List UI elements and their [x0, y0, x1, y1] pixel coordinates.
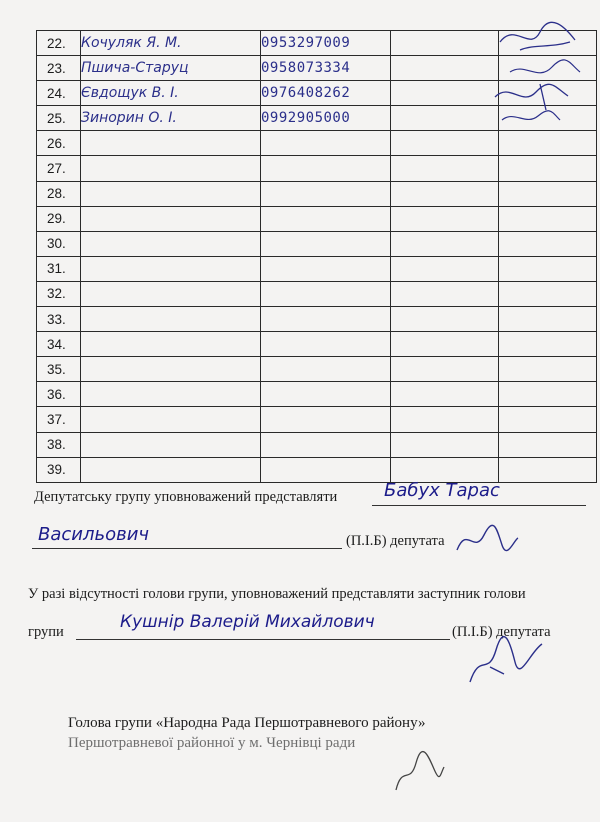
row-signature-cell [499, 131, 597, 156]
table-row [37, 357, 597, 382]
row-empty-cell [391, 156, 499, 181]
row-number: 31. [37, 256, 81, 281]
row-number: 27. [37, 156, 81, 181]
rep-name-line-2: Васильович [38, 524, 150, 545]
row-number: 32. [37, 281, 81, 306]
table-row [37, 407, 597, 432]
row-number: 24. [37, 81, 81, 106]
deputy-group-label: групи [28, 624, 64, 640]
row-number: 23. [37, 56, 81, 81]
row-phone [261, 281, 391, 306]
table-row [37, 131, 597, 156]
row-signature-cell [499, 206, 597, 231]
row-empty-cell [391, 206, 499, 231]
deputy-signature [460, 622, 550, 692]
row-empty-cell [391, 432, 499, 457]
row-name [81, 357, 261, 382]
table-row [37, 307, 597, 332]
row-number: 30. [37, 231, 81, 256]
row-number: 34. [37, 332, 81, 357]
row-phone [261, 256, 391, 281]
row-phone [261, 156, 391, 181]
row-signature-cell [499, 457, 597, 482]
row-phone: 0958073334 [261, 56, 391, 81]
row-number: 39. [37, 457, 81, 482]
row-signature-cell [499, 281, 597, 306]
footer-signature [388, 745, 448, 795]
row-empty-cell [391, 131, 499, 156]
row-name [81, 181, 261, 206]
row-name [81, 281, 261, 306]
row-phone [261, 432, 391, 457]
row-name [81, 131, 261, 156]
row-name [81, 156, 261, 181]
row-phone [261, 307, 391, 332]
row-phone [261, 407, 391, 432]
row-empty-cell [391, 457, 499, 482]
row-signature-cell [499, 382, 597, 407]
row-empty-cell [391, 231, 499, 256]
row-empty-cell [391, 181, 499, 206]
table-row [37, 181, 597, 206]
deputy-name: Кушнір Валерій Михайлович [120, 612, 375, 632]
rep-signature [452, 520, 522, 560]
row-signature-cell [499, 307, 597, 332]
row-signature-cell [499, 181, 597, 206]
table-row [37, 256, 597, 281]
row-number: 28. [37, 181, 81, 206]
row-number: 22. [37, 31, 81, 56]
rep-name-underline-2 [32, 548, 342, 549]
row-empty-cell [391, 382, 499, 407]
row-empty-cell [391, 407, 499, 432]
row-name: Зинорин О. І. [81, 106, 261, 131]
row-number: 38. [37, 432, 81, 457]
row-number: 26. [37, 131, 81, 156]
row-phone [261, 332, 391, 357]
row-signature-cell [499, 231, 597, 256]
row-phone [261, 131, 391, 156]
row-signature-cell [499, 332, 597, 357]
row-phone [261, 206, 391, 231]
deputy-suffix: (П.І.Б) депутата [452, 624, 551, 640]
row-empty-cell [391, 281, 499, 306]
row-empty-cell [391, 307, 499, 332]
row-name [81, 307, 261, 332]
row-name: Пшича-Старуц [81, 56, 261, 81]
footer-line-1: Голова групи «Народна Рада Першотравневого району» [68, 715, 426, 731]
row-phone: 0976408262 [261, 81, 391, 106]
row-name [81, 457, 261, 482]
row-number: 33. [37, 307, 81, 332]
deputy-text: У разі відсутності голови групи, уповноважений представляти заступник голови [28, 586, 526, 602]
row-empty-cell [391, 256, 499, 281]
table-row [37, 332, 597, 357]
table-row [37, 281, 597, 306]
row-phone [261, 382, 391, 407]
row-name [81, 206, 261, 231]
table-row [37, 156, 597, 181]
row-empty-cell [391, 357, 499, 382]
table-signatures [480, 12, 590, 132]
row-name [81, 256, 261, 281]
footer-line-2: Першотравневої районної у м. Чернівці ради [68, 735, 356, 751]
row-number: 36. [37, 382, 81, 407]
row-signature-cell [499, 357, 597, 382]
row-phone: 0953297009 [261, 31, 391, 56]
row-name [81, 332, 261, 357]
row-number: 35. [37, 357, 81, 382]
row-name: Євдощук В. І. [81, 81, 261, 106]
row-signature-cell [499, 432, 597, 457]
rep-name-line-1: Бабух Тарас [384, 480, 500, 501]
table-row [37, 382, 597, 407]
row-phone: 0992905000 [261, 106, 391, 131]
rep-label: Депутатську групу уповноважений представляти [34, 489, 338, 505]
row-phone [261, 457, 391, 482]
row-name [81, 407, 261, 432]
rep-suffix: (П.І.Б) депутата [346, 533, 445, 549]
row-phone [261, 357, 391, 382]
table-row [37, 457, 597, 482]
row-phone [261, 181, 391, 206]
row-name [81, 432, 261, 457]
deputy-name-underline [76, 639, 450, 640]
table-row [37, 231, 597, 256]
table-row [37, 432, 597, 457]
row-name [81, 382, 261, 407]
table-row [37, 206, 597, 231]
row-empty-cell [391, 332, 499, 357]
row-signature-cell [499, 256, 597, 281]
row-phone [261, 231, 391, 256]
row-name: Кочуляк Я. М. [81, 31, 261, 56]
row-signature-cell [499, 156, 597, 181]
row-signature-cell [499, 407, 597, 432]
rep-name-underline-1 [372, 505, 586, 506]
row-name [81, 231, 261, 256]
row-number: 37. [37, 407, 81, 432]
row-number: 29. [37, 206, 81, 231]
row-number: 25. [37, 106, 81, 131]
